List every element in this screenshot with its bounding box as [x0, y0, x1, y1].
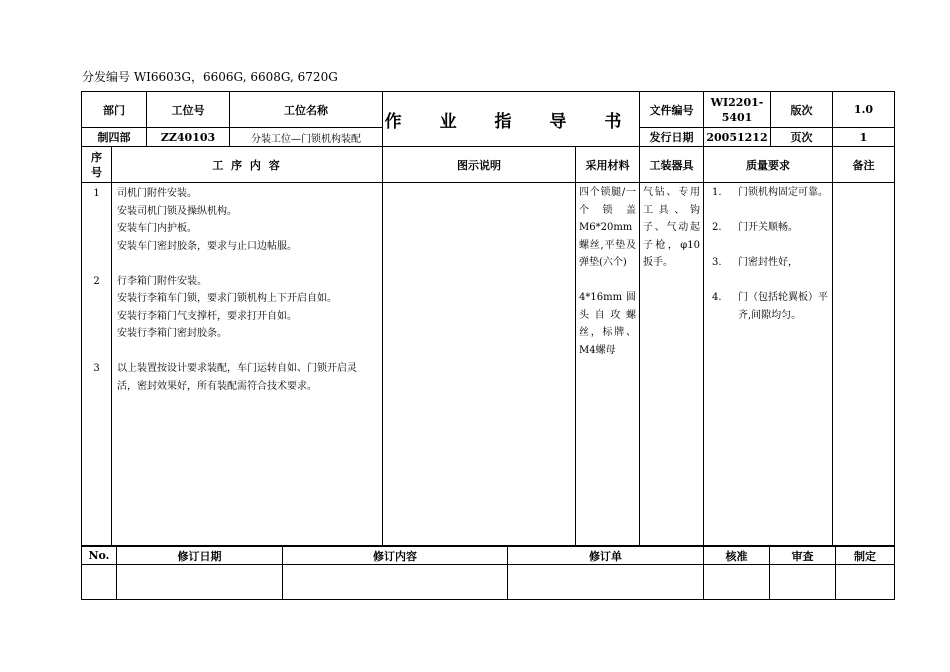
step-number-spacer	[82, 203, 111, 221]
process-line: 行李箱门附件安装。	[117, 275, 207, 287]
quality-item-number: 4.	[712, 292, 722, 303]
rev-order-header: 修订单	[508, 547, 704, 565]
process-line: 安装行李箱门气支撑杆，要求打开自如。	[117, 310, 297, 322]
process-line: 司机门附件安装。	[117, 188, 197, 199]
revision-table	[81, 546, 895, 600]
process-line: 安装车门密封胶条，要求与止口边帖服。	[117, 240, 297, 252]
issue-date-label: 发行日期	[640, 128, 704, 147]
seq-column	[82, 183, 112, 546]
rev-cell	[283, 565, 508, 600]
tools-text: 气钻、专用工具、钩子、气动起子枪，φ10扳手。	[643, 187, 700, 268]
tools-header: 工装器具	[640, 147, 704, 183]
dept-value: 制四部	[82, 128, 147, 147]
step-number-spacer	[82, 238, 111, 256]
blank-line	[117, 255, 382, 273]
station-no-label: 工位号	[147, 92, 230, 128]
material-header: 采用材料	[576, 147, 640, 183]
approve-header: 核准	[704, 547, 770, 565]
material-item: 4*16mm圆头自攻螺丝，标牌、M4螺母	[579, 292, 636, 356]
blank-line	[117, 343, 382, 361]
review-header: 审查	[770, 547, 836, 565]
rev-content-header: 修订内容	[283, 547, 508, 565]
tools-column	[640, 183, 704, 546]
quality-item-text: 门（包括轮翼板）平齐,间隙均匀。	[738, 292, 828, 321]
doc-no-label: 文件编号	[640, 92, 704, 128]
rev-cell	[836, 565, 895, 600]
page-label: 页次	[771, 128, 833, 147]
quality-header: 质量要求	[704, 147, 833, 183]
quality-item	[704, 289, 832, 324]
step-number-spacer	[82, 378, 111, 396]
quality-item-text: 门密封性好，	[738, 257, 798, 268]
step-number: 2	[93, 275, 100, 287]
remarks-header: 备注	[833, 147, 895, 183]
version-label: 版次	[771, 92, 833, 128]
rev-date-header: 修订日期	[117, 547, 283, 565]
rev-cell	[508, 565, 704, 600]
quality-item-text: 门开关顺畅。	[738, 222, 798, 233]
rev-cell	[770, 565, 836, 600]
step-number: 1	[93, 188, 100, 199]
remarks-column	[833, 183, 895, 546]
step-number: 3	[93, 363, 100, 374]
material-column	[576, 183, 640, 546]
quality-item-number: 2.	[712, 222, 722, 233]
process-header: 工 序 内 容	[112, 147, 383, 183]
step-number-spacer	[82, 308, 111, 326]
station-name-value: 分装工位—门锁机构装配	[230, 128, 383, 147]
quality-item-number: 3.	[712, 257, 722, 268]
process-line: 安装行李箱门密封胶条。	[117, 328, 227, 339]
rev-cell	[82, 565, 117, 600]
step-number-spacer	[82, 290, 111, 308]
step-number-spacer	[82, 220, 111, 238]
material-item: 四个锁腿/一个锁盖M6*20mm螺丝,平垫及弹垫(六个)	[579, 187, 636, 268]
quality-item-number: 1.	[712, 187, 722, 198]
dept-label: 部门	[82, 92, 147, 128]
process-content	[112, 183, 383, 546]
step-number-spacer	[82, 325, 111, 343]
version-value: 1.0	[833, 92, 895, 128]
station-no-value: ZZ40103	[147, 128, 230, 147]
issue-date-value: 20051212	[704, 128, 771, 147]
quality-item	[704, 219, 832, 237]
quality-item-text: 门锁机构固定可靠。	[738, 187, 828, 198]
doc-no-value: WI2201-5401	[704, 92, 771, 128]
diagram-header: 图示说明	[383, 147, 576, 183]
rev-cell	[117, 565, 283, 600]
rev-no-header: No.	[82, 547, 117, 565]
diagram-area	[383, 183, 576, 546]
process-line: 活，密封效果好，所有装配需符合技术要求。	[117, 380, 317, 392]
document-title: 作 业 指 导 书	[383, 92, 640, 147]
instruction-table	[81, 91, 895, 546]
quality-item	[704, 184, 832, 202]
quality-column	[704, 183, 833, 546]
rev-cell	[704, 565, 770, 600]
station-name-label: 工位名称	[230, 92, 383, 128]
page-value: 1	[833, 128, 895, 147]
process-line: 安装车门内护板。	[117, 223, 197, 234]
prepare-header: 制定	[836, 547, 895, 565]
distribution-number: 分发编号 WI6603G，6606G, 6608G, 6720G	[82, 70, 338, 84]
process-line: 安装行李箱车门锁，要求门锁机构上下开启自如。	[117, 293, 337, 304]
seq-header: 序号	[82, 147, 112, 183]
blank-line	[82, 343, 111, 361]
quality-item	[704, 254, 832, 272]
process-line: 安装司机门锁及操纵机构。	[117, 205, 237, 217]
process-line: 以上装置按设计要求装配，车门运转自如、门锁开启灵	[117, 363, 357, 374]
blank-line	[82, 255, 111, 273]
